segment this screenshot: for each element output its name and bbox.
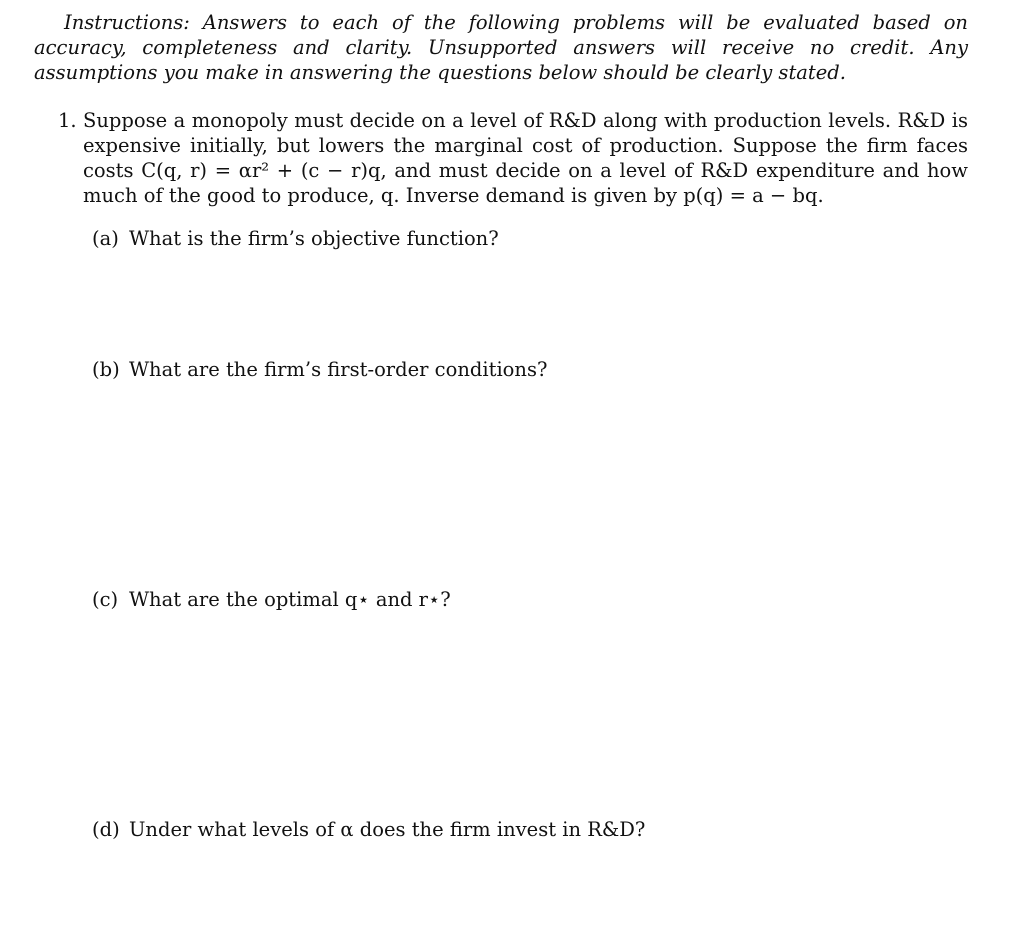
part-question: What are the firm’s first-order conditions? [129,358,548,381]
problem-statement: Suppose a monopoly must decide on a level of R&D along with production levels. R&D is expensive initially, but lowers the marginal cost of production. Suppose the firm faces costs C(q, r) = αr² + (c − r)q, and must decide on a level of R&D expenditure and how much of the good to produce, q. Inverse demand is given by p(q) = a − bq. [83,109,968,207]
part-question: What are the optimal q⋆ and r⋆? [129,588,451,611]
part-question: What is the firm’s objective function? [129,227,499,250]
part-d [92,817,645,842]
instructions-paragraph: Instructions: Answers to each of the following problems will be evaluated based on accuracy, completeness and clarity. Unsupported answers will receive no credit. Any assumptions you make in answering the questions below should be clearly stated. [34,11,968,84]
part-b [92,357,547,382]
part-label: (d) [92,818,120,841]
part-label: (c) [92,588,119,611]
part-question: Under what levels of α does the firm invest in R&D? [129,818,646,841]
part-label: (b) [92,358,120,381]
part-label: (a) [92,227,119,250]
problem-number: 1. [58,109,77,132]
part-a [92,226,499,251]
part-c [92,587,451,612]
